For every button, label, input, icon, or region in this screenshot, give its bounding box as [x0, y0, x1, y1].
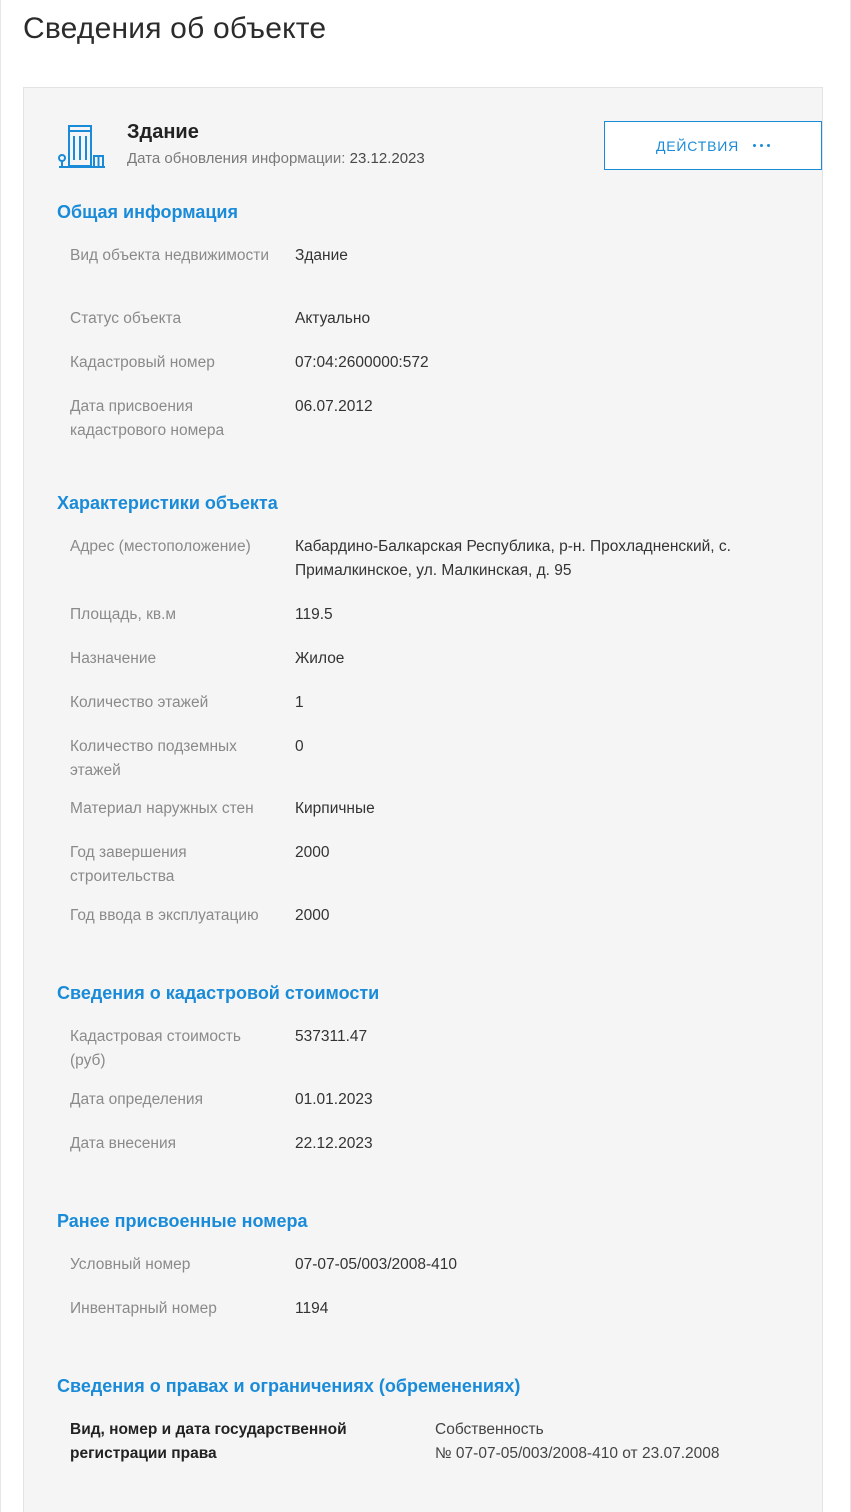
- row-value: Кирпичные: [295, 800, 375, 817]
- row-value: 2000: [295, 907, 330, 924]
- row-value: Здание: [295, 247, 348, 264]
- more-dots-icon: [753, 144, 770, 147]
- row-label: Год завершения строительства: [70, 844, 187, 885]
- row-value: 07:04:2600000:572: [295, 354, 429, 371]
- update-label: Дата обновления информации:: [127, 150, 346, 167]
- rights-registration: № 07-07-05/003/2008-410 от 23.07.2008: [435, 1445, 720, 1462]
- row-value: 06.07.2012: [295, 398, 373, 415]
- rights-value: [435, 1418, 795, 1466]
- row-label: Количество подземных этажей: [70, 738, 237, 779]
- row-label: Назначение: [70, 650, 157, 667]
- row-label: Кадастровая стоимость (руб): [70, 1028, 241, 1069]
- row-label: Вид объекта недвижимости: [70, 247, 270, 264]
- row-label: Материал наружных стен: [70, 800, 254, 817]
- row-value: 01.01.2023: [295, 1091, 373, 1108]
- section-title-characteristics: Характеристики объекта: [57, 493, 278, 513]
- row-value: 119.5: [295, 606, 333, 623]
- row-value: Кабардино-Балкарская Республика, р-н. Прохладненский, с. Прималкинское, ул. Малкинская, д. 95: [295, 538, 731, 579]
- rights-type: Собственность: [435, 1421, 544, 1438]
- row-value: 22.12.2023: [295, 1135, 373, 1152]
- object-header: [57, 121, 797, 177]
- row-label: Дата присвоения кадастрового номера: [70, 398, 225, 439]
- rights-label: Вид, номер и дата государственной регистрации права: [70, 1421, 347, 1462]
- object-type: Здание: [127, 121, 199, 143]
- row-label: Условный номер: [70, 1256, 191, 1273]
- row-label: Количество этажей: [70, 694, 209, 711]
- row-label: Инвентарный номер: [70, 1300, 217, 1317]
- row-value: 1194: [295, 1300, 329, 1317]
- row-value: 1: [295, 694, 304, 711]
- page-title: Сведения об объекте: [23, 12, 327, 45]
- row-label: Дата определения: [70, 1091, 203, 1108]
- section-title-rights: Сведения о правах и ограничениях (обременениях): [57, 1376, 521, 1396]
- actions-button[interactable]: [604, 121, 822, 170]
- update-info: [127, 150, 425, 167]
- actions-label: ДЕЙСТВИЯ: [656, 137, 739, 154]
- row-value: Актуально: [295, 310, 371, 327]
- row-value: 07-07-05/003/2008-410: [295, 1256, 458, 1273]
- section-title-previous: Ранее присвоенные номера: [57, 1211, 308, 1231]
- row-label: Год ввода в эксплуатацию: [70, 907, 259, 924]
- row-value: 2000: [295, 844, 330, 861]
- row-label: Адрес (местоположение): [70, 538, 251, 555]
- section-title-general: Общая информация: [57, 202, 238, 222]
- building-icon: [57, 122, 107, 172]
- row-label: Кадастровый номер: [70, 354, 215, 371]
- row-label: Площадь, кв.м: [70, 606, 177, 623]
- object-card: [23, 87, 823, 1512]
- row-value: 537311.47: [295, 1028, 368, 1045]
- row-label: Статус объекта: [70, 310, 182, 327]
- row-value: Жилое: [295, 650, 345, 667]
- section-title-cost: Сведения о кадастровой стоимости: [57, 983, 380, 1003]
- row-value: 0: [295, 738, 304, 755]
- row-label: Дата внесения: [70, 1135, 177, 1152]
- update-date: 23.12.2023: [349, 150, 425, 167]
